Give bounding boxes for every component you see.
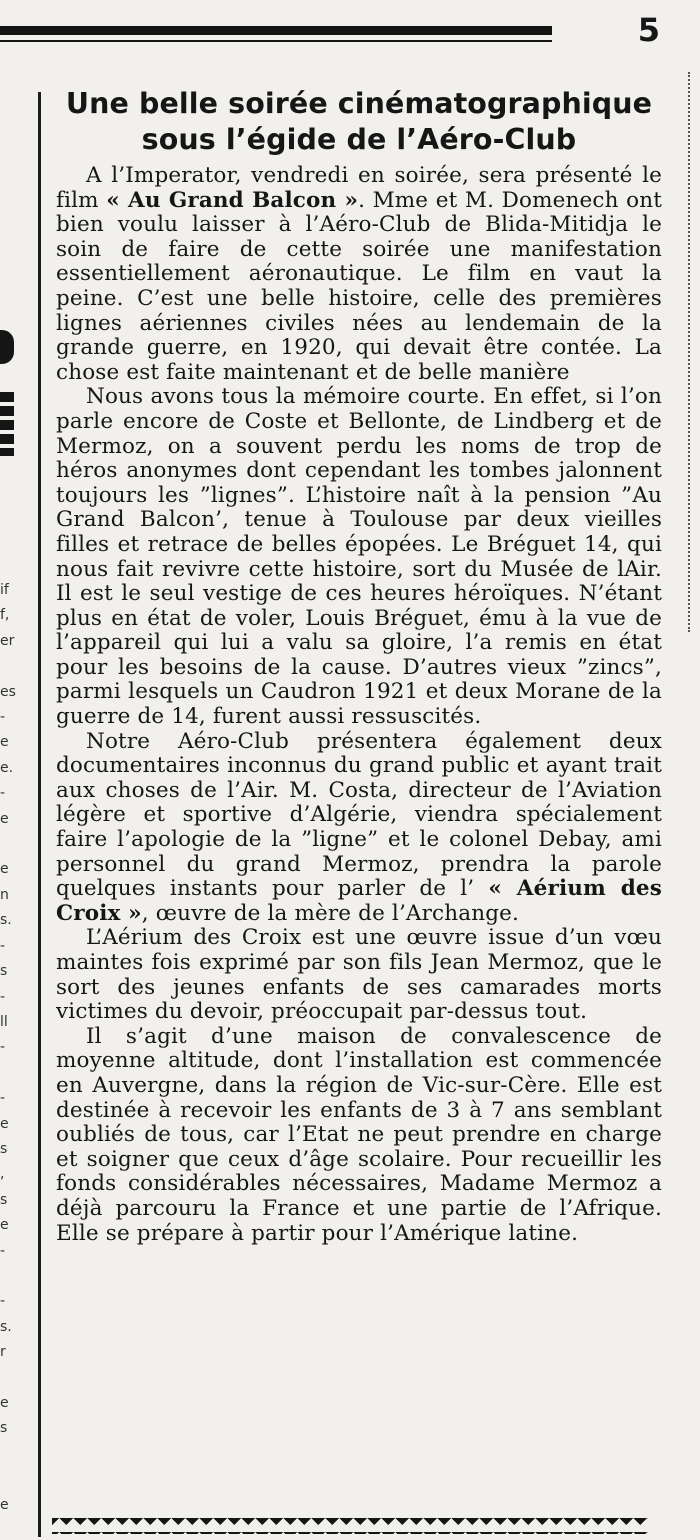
left-fragment: e (0, 1115, 9, 1132)
left-fragment: - (0, 709, 6, 726)
left-fragment: s. (0, 912, 12, 929)
bottom-border (52, 1518, 648, 1534)
left-fragment: er (0, 632, 15, 649)
paragraph-1-text-cont: . Mme et M. Domenech ont bien voulu laisser à l’Aéro-Club de Blida-Mitidja le soin de faire de cette soirée une manifestation essentiellement aéronautique. Le film en vaut la peine. C’est une belle histoire, celle des premières lignes aériennes civiles nées au lendemain de la grande guerre, en 1920, qui devait être contée. La chose est faite maintenant et de belle manière (56, 187, 662, 385)
right-column-edge (686, 72, 690, 632)
left-fragment: e (0, 734, 9, 751)
left-fragment (0, 654, 20, 679)
paragraph-5: Il s’agit d’une maison de convalescence de moyenne altitude, dont l’installation est commencée en Auvergne, dans la région de Vic-sur-Cère. Elle est destinée à recevoir les enfants de 3 à 7 ans semblant oubliés de tous, car l’Etat ne peut prendre en charge et soigner que ceux d’âge scolaire. Pour recueillir les fonds considérables nécessaires, Madame Mermoz a déjà parcouru la France et une partie de l’Afrique. Elle se prépare à partir pour l’Amérique latine. (56, 1023, 662, 1246)
paragraph-4: L’Aérium des Croix est une œuvre issue d’un vœu maintes fois exprimé par son fils Jean Mermoz, que le sort des jeunes enfants de ses camarades morts victimes du devoir, préoccupait par-dessus tout. (56, 925, 662, 1025)
headline-line-1: Une belle soirée cinématographique (65, 87, 653, 120)
left-fragment: - (0, 785, 6, 802)
left-fragment: e (0, 1395, 9, 1411)
left-fragment: - (0, 1293, 6, 1310)
left-fragment: if (0, 582, 9, 598)
left-fragment (0, 1467, 20, 1492)
left-fragment: - (0, 1242, 6, 1259)
left-fragment: - (0, 1039, 6, 1056)
left-fragment: - (0, 937, 6, 954)
paragraph-1-text: A l’Imperator, vendredi en soirée, sera présenté le film (56, 163, 662, 213)
article (56, 86, 662, 1246)
left-fragment: s (0, 1140, 8, 1157)
top-rule (0, 26, 552, 35)
left-fragment: e. (0, 759, 14, 776)
paragraph-2: Nous avons tous la mémoire courte. En effet, si l’on parle encore de Coste et Bellonte, de Lindberg et de Mermoz, on a souvent perdu les noms de trop de héros anonymes dont cependant les tombes jalonnent toujours les ”lignes”. L’histoire naît à la pension ”Au Grand Balcon’, tenue à Toulouse par deux vieilles filles et retrace de belles épopées. Le Bréguet 14, qui nous fait revivre cette histoire, sort du Musée de lAir. Il est le seul vestige de ces heures héroïques. N’étant plus en état de voler, Louis Bréguet, ému à la vue de l’appareil qui lui a valu sa gloire, l’a remis en état pour les besoins de la cause. D’autres vieux ”zincs”, parmi lesquels un Caudron 1921 et deux Morane de la guerre de 14, furent aussi ressuscités. (56, 384, 662, 730)
top-rule-thin (0, 40, 552, 42)
left-fragment: - (0, 1090, 6, 1107)
left-fragment: , (0, 1166, 5, 1183)
paragraph-3-text: Notre Aéro-Club présentera également deux documentaires inconnus du grand public et ayant trait aux choses de l’Air. M. Costa, directeur de l’Aviation légère et sportive d’Algérie, viendra spécialement faire l’apologie de la ”ligne” et le colonel Debay, ami personnel du grand Mermoz, prendra la parole quelques instants pour parler de l’ (56, 728, 662, 902)
left-fragment: e (0, 861, 9, 878)
left-fragment: e (0, 810, 9, 827)
left-fragment: s (0, 963, 8, 980)
paragraph-3 (56, 730, 662, 927)
left-fragment: - (0, 988, 6, 1005)
left-fragment: ll (0, 1013, 8, 1030)
left-column-glyph-fragment (0, 330, 14, 364)
left-fragment: n (0, 886, 9, 903)
paragraph-1 (56, 164, 662, 385)
left-column-fragments (0, 578, 20, 1518)
left-fragment (0, 1366, 20, 1391)
column-rule (38, 92, 41, 1537)
left-fragment (0, 1442, 20, 1467)
left-fragment (0, 1061, 20, 1086)
left-fragment: s (0, 1420, 8, 1437)
left-fragment (0, 1264, 20, 1289)
left-fragment: s (0, 1191, 8, 1208)
article-body (56, 164, 662, 1246)
left-fragment: r (0, 1344, 6, 1361)
paragraph-3-text-cont: , œuvre de la mère de l’Archange. (141, 900, 519, 926)
left-fragment: e (0, 1217, 9, 1234)
left-fragment (0, 832, 20, 857)
left-fragment: f, (0, 607, 10, 624)
left-fragment: e (0, 1496, 9, 1513)
left-fragment: s. (0, 1318, 12, 1335)
headline (56, 86, 662, 158)
aerium-name: « Aérium des Croix » (56, 876, 662, 926)
page-number: 5 (637, 11, 660, 49)
left-fragment: es (0, 683, 16, 700)
left-column-glyph-fragment (0, 392, 14, 456)
film-title: « Au Grand Balcon » (106, 187, 359, 213)
headline-line-2: sous l’égide de l’Aéro-Club (141, 123, 577, 156)
